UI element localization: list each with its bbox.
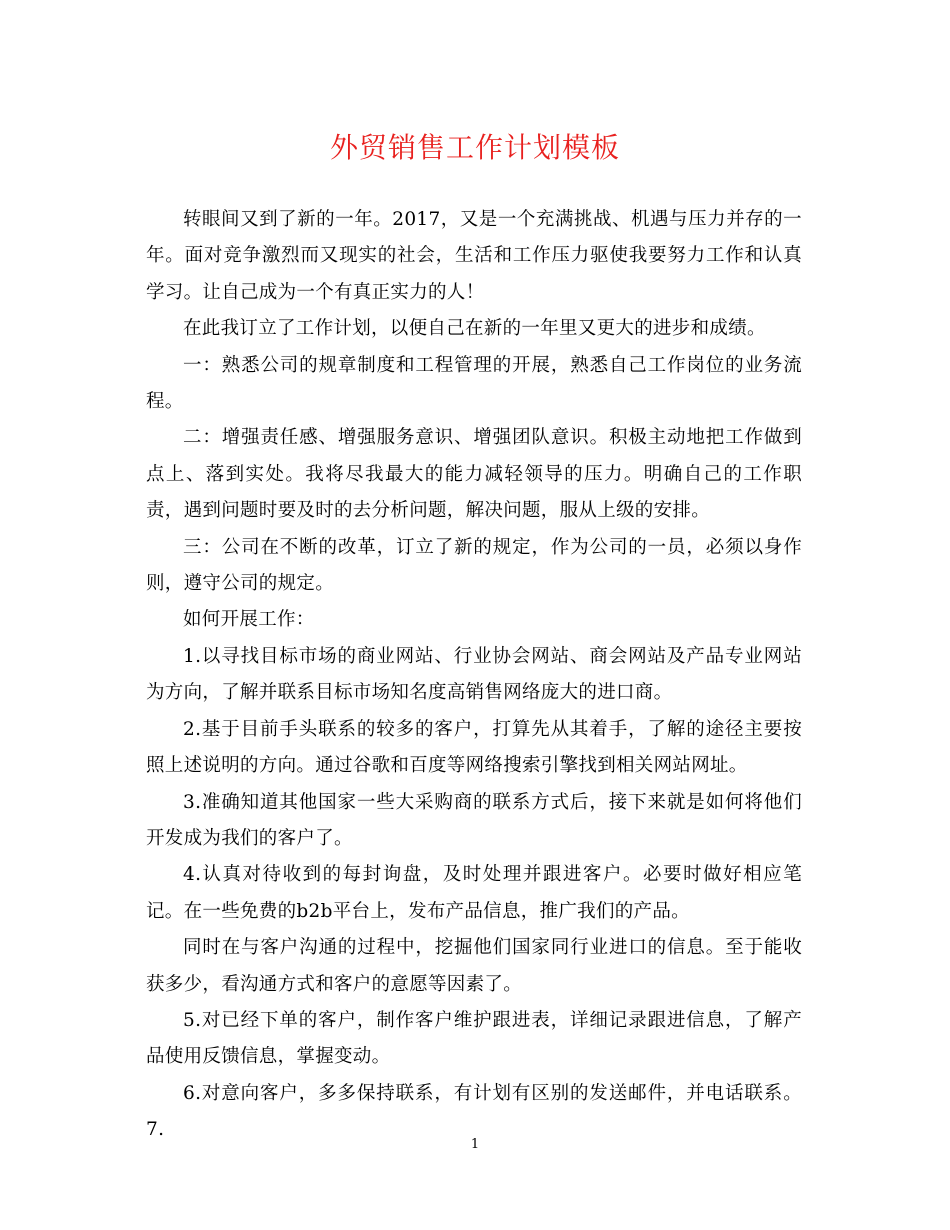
paragraph: 同时在与客户沟通的过程中，挖掘他们国家同行业进口的信息。至于能收获多少，看沟通方式和客户的意愿等因素了。: [146, 937, 802, 995]
paragraph: 如何开展工作：: [183, 609, 315, 631]
paragraph: 4.认真对待收到的每封询盘，及时处理并跟进客户。必要时做好相应笔记。在一些免费的b2b平台上，发布产品信息，推广我们的产品。: [146, 864, 802, 922]
paragraph: 6.对意向客户，多多保持联系，有计划有区别的发送邮件，并电话联系。7.: [146, 1082, 802, 1141]
paragraph: 二：增强责任感、增强服务意识、增强团队意识。积极主动地把工作做到点上、落到实处。我将尽我最大的能力减轻领导的压力。明确自己的工作职责，遇到问题时要及时的去分析问题，解决问题，服从上级的安排。: [146, 427, 802, 522]
paragraph: 2.基于目前手头联系的较多的客户，打算先从其着手，了解的途径主要按照上述说明的方向。通过谷歌和百度等网络搜索引擎找到相关网站网址。: [146, 718, 802, 777]
paragraph: 3.准确知道其他国家一些大采购商的联系方式后，接下来就是如何将他们开发成为我们的客户了。: [146, 791, 802, 849]
paragraph: 转眼间又到了新的一年。2017，又是一个充满挑战、机遇与压力并存的一年。面对竞争激烈而又现实的社会，生活和工作压力驱使我要努力工作和认真学习。让自己成为一个有真正实力的人！: [146, 209, 802, 303]
paragraph: 一：熟悉公司的规章制度和工程管理的开展，熟悉自己工作岗位的业务流程。: [146, 354, 802, 413]
paragraph: 5.对已经下单的客户，制作客户维护跟进表，详细记录跟进信息，了解产品使用反馈信息，掌握变动。: [146, 1009, 802, 1068]
document-body: [146, 202, 802, 1149]
paragraph: 1.以寻找目标市场的商业网站、行业协会网站、商会网站及产品专业网站为方向，了解并联系目标市场知名度高销售网络庞大的进口商。: [146, 645, 802, 704]
page-number: 1: [470, 1137, 480, 1152]
paragraph: 在此我订立了工作计划，以便自己在新的一年里又更大的进步和成绩。: [183, 318, 766, 340]
paragraph: 三：公司在不断的改革，订立了新的规定，作为公司的一员，必须以身作则，遵守公司的规定。: [146, 536, 802, 595]
document-title: 外贸销售工作计划模板: [329, 131, 620, 164]
